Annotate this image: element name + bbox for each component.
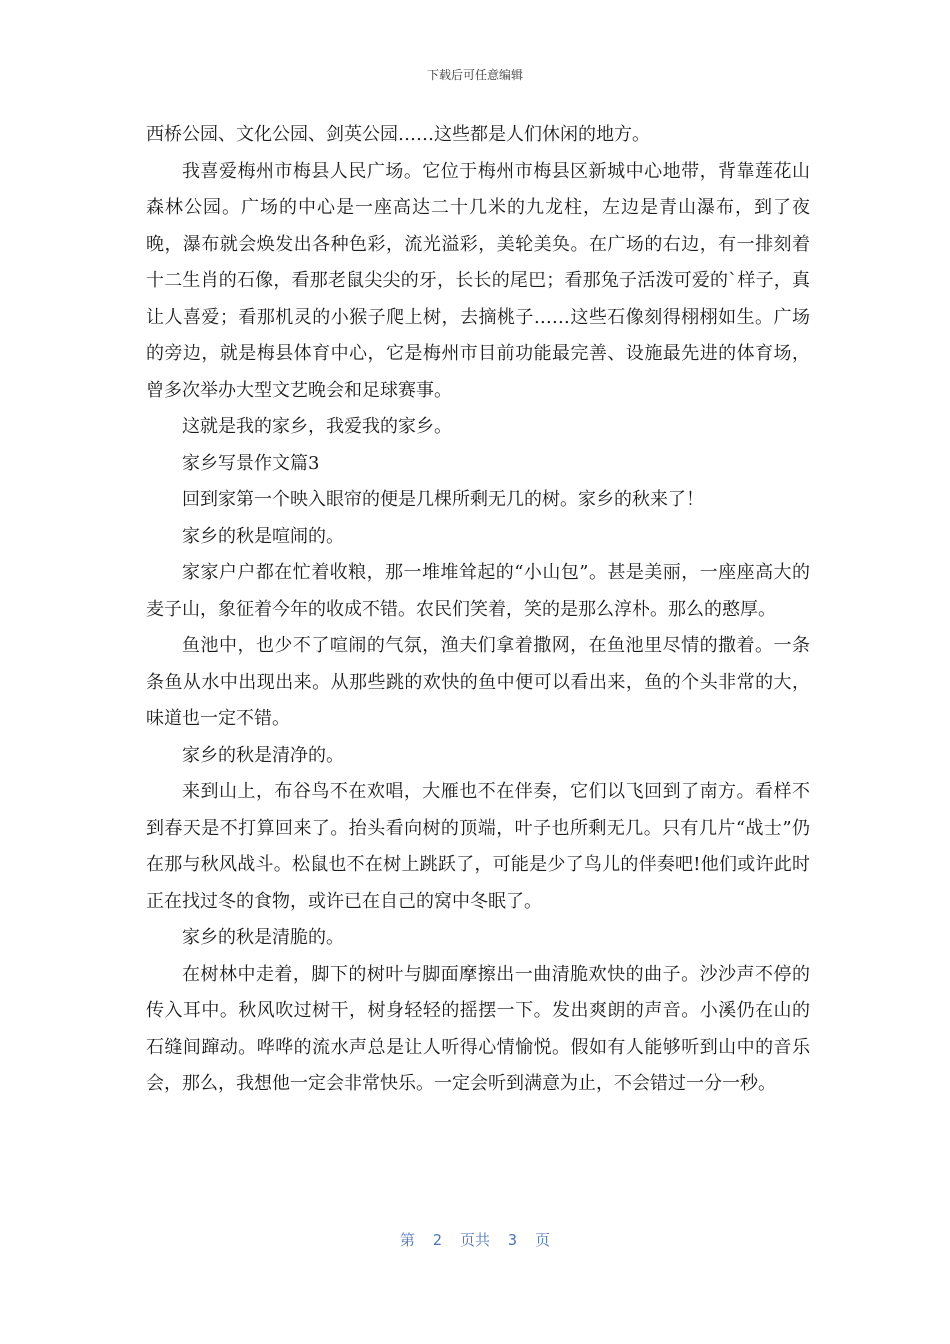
paragraph: 家乡的秋是清净的。	[182, 744, 344, 766]
paragraph: 来到山上，布谷鸟不在欢唱，大雁也不在伴奏，它们以飞回到了南方。看样不到春天是不打算回来了。抬头看向树的顶端，叶子也所剩无几。只有几片“战士”仍在那与秋风战斗。松鼠也不在树上跳跃了，可能是少了鸟儿的伴奏吧!他们或许此时正在找过冬的食物，或许已在自己的窝中冬眠了。	[146, 781, 810, 912]
paragraph: 家乡的秋是清脆的。	[182, 927, 344, 948]
paragraph: 我喜爱梅州市梅县人民广场。它位于梅州市梅县区新城中心地带，背靠莲花山森林公园。广场的中心是一座高达二十几米的九龙柱，左边是青山瀑布，到了夜晚，瀑布就会焕发出各种色彩，流光溢彩，美轮美奂。在广场的右边，有一排刻着十二生肖的石像，看那老鼠尖尖的牙，长长的尾巴；看那兔子活泼可爱的`样子，真让人喜爱；看那机灵的小猴子爬上树，去摘桃子……这些石像刻得栩栩如生。广场的旁边，就是梅县体育中心，它是梅州市目前功能最完善、设施最先进的体育场，曾多次举办大型文艺晚会和足球赛事。	[146, 160, 810, 401]
paragraph: 回到家第一个映入眼帘的便是几棵所剩无几的树。家乡的秋来了！	[182, 489, 704, 510]
paragraph: 家乡的秋是喧闹的。	[182, 525, 344, 547]
page-number-footer: 第 2 页共 3 页	[399, 1231, 551, 1249]
paragraph: 鱼池中，也少不了喧闹的气氛，渔夫们拿着撒网，在鱼池里尽情的撒着。一条条鱼从水中出现出来。从那些跳的欢快的鱼中便可以看出来，鱼的个头非常的大，味道也一定不错。	[146, 635, 810, 729]
article-body	[146, 117, 810, 1103]
page-header: 下载后可任意编辑	[426, 68, 523, 82]
paragraph: 家家户户都在忙着收粮，那一堆堆耸起的“小山包”。甚是美丽，一座座高大的麦子山，象征着今年的收成不错。农民们笑着，笑的是那么淳朴。那么的憨厚。	[146, 562, 810, 620]
paragraph: 在树林中走着，脚下的树叶与脚面摩擦出一曲清脆欢快的曲子。沙沙声不停的传入耳中。秋风吹过树干，树身轻轻的摇摆一下。发出爽朗的声音。小溪仍在山的石缝间蹿动。哗哗的流水声总是让人听得心情愉悦。假如有人能够听到山中的音乐会，那么，我想他一定会非常快乐。一定会听到满意为止，不会错过一分一秒。	[146, 963, 810, 1094]
paragraph: 这就是我的家乡，我爱我的家乡。	[182, 416, 452, 437]
paragraph: 西桥公园、文化公园、剑英公园……这些都是人们休闲的地方。	[146, 124, 650, 145]
section-heading: 家乡写景作文篇3	[182, 452, 320, 474]
